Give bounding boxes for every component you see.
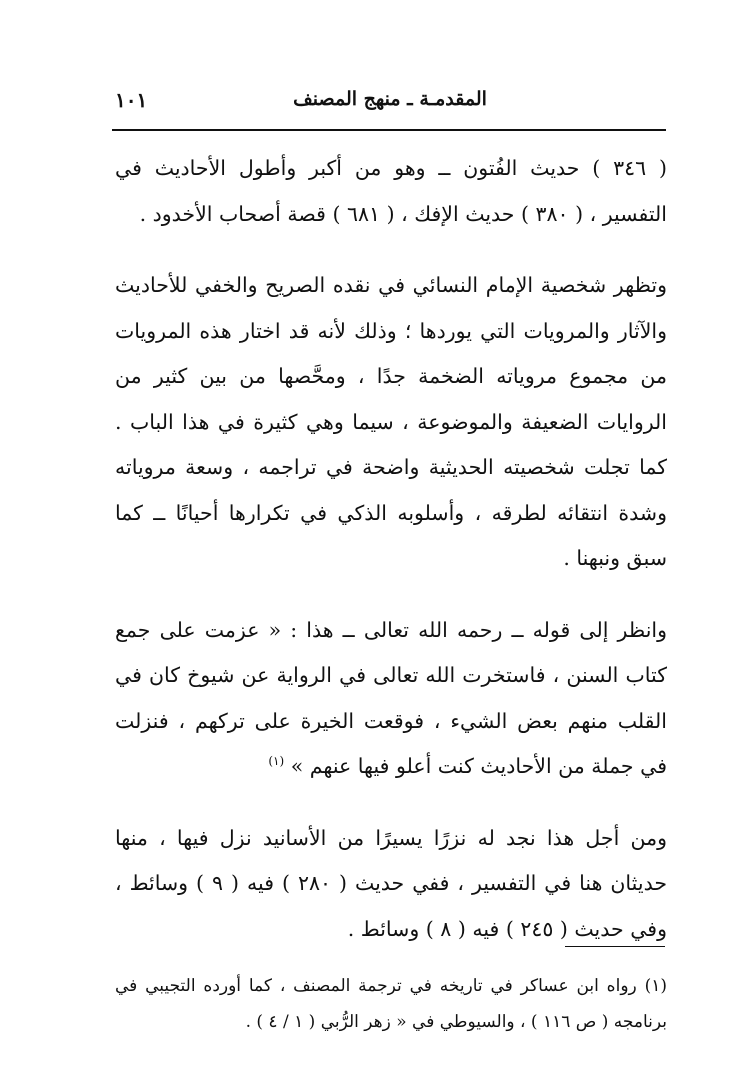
header-rule	[112, 129, 666, 131]
footnote: (١) رواه ابن عساكر في تاريخه في ترجمة المصنف ، كما أورده التجيبي في برنامجه ( ص ١١٦ ) ، والسيوطي في « زهر الرُّبي ( ١ / ٤ ) .	[115, 976, 667, 1032]
paragraph-3-text: وانظر إلى قوله ــ رحمه الله تعالى ــ هذا : « عزمت على جمع كتاب السنن ، فاستخرت الله تعالى في الرواية عن شيوخ كان في القلب منهم بعض الشيء ، فوقعت الخيرة على تركهم ، فنزلت في جملة من الأحاديث كنت أعلو فيها عنهم »	[115, 617, 667, 778]
page-number: ١٠١	[115, 88, 148, 112]
paragraph-2: وتظهر شخصية الإمام النسائي في نقده الصريح والخفي للأحاديث والآثار والمرويات التي يوردها ؛ وذلك لأنه قد اختار هذه المرويات من مجموع مروياته الضخمة جدًا ، ومحَّصها من بين كثير من الروايات الضعيفة والموضوعة ، سيما وهي كثيرة في هذا الباب . كما تجلت شخصيته الحديثية واضحة في تراجمه ، وسعة مروياته وشدة انتقائه لطرقه ، وأسلوبه الذكي في تكرارها أحيانًا ــ كما سبق ونبهنا .	[115, 273, 667, 570]
running-header	[115, 88, 665, 120]
paragraph-4: ومن أجل هذا نجد له نزرًا يسيرًا من الأسانيد نزل فيها ، منها حديثان هنا في التفسير ، ففي حديث ( ٢٨٠ ) فيه ( ٩ ) وسائط ، وفي حديث ( ٢٤٥ ) فيه ( ٨ ) وسائط .	[115, 825, 667, 941]
footnote-separator	[565, 946, 665, 947]
body-text	[115, 146, 667, 952]
footnote-reference: (١)	[268, 754, 285, 769]
header-title: المقدمـة ـ منهج المصنف	[293, 88, 487, 110]
paragraph-3	[115, 608, 667, 790]
paragraph-1: ( ٣٤٦ ) حديث الفُتون ــ وهو من أكبر وأطول الأحاديث في التفسير ، ( ٣٨٠ ) حديث الإفك ، ( ٦٨١ ) قصة أصحاب الأخدود .	[115, 156, 667, 226]
